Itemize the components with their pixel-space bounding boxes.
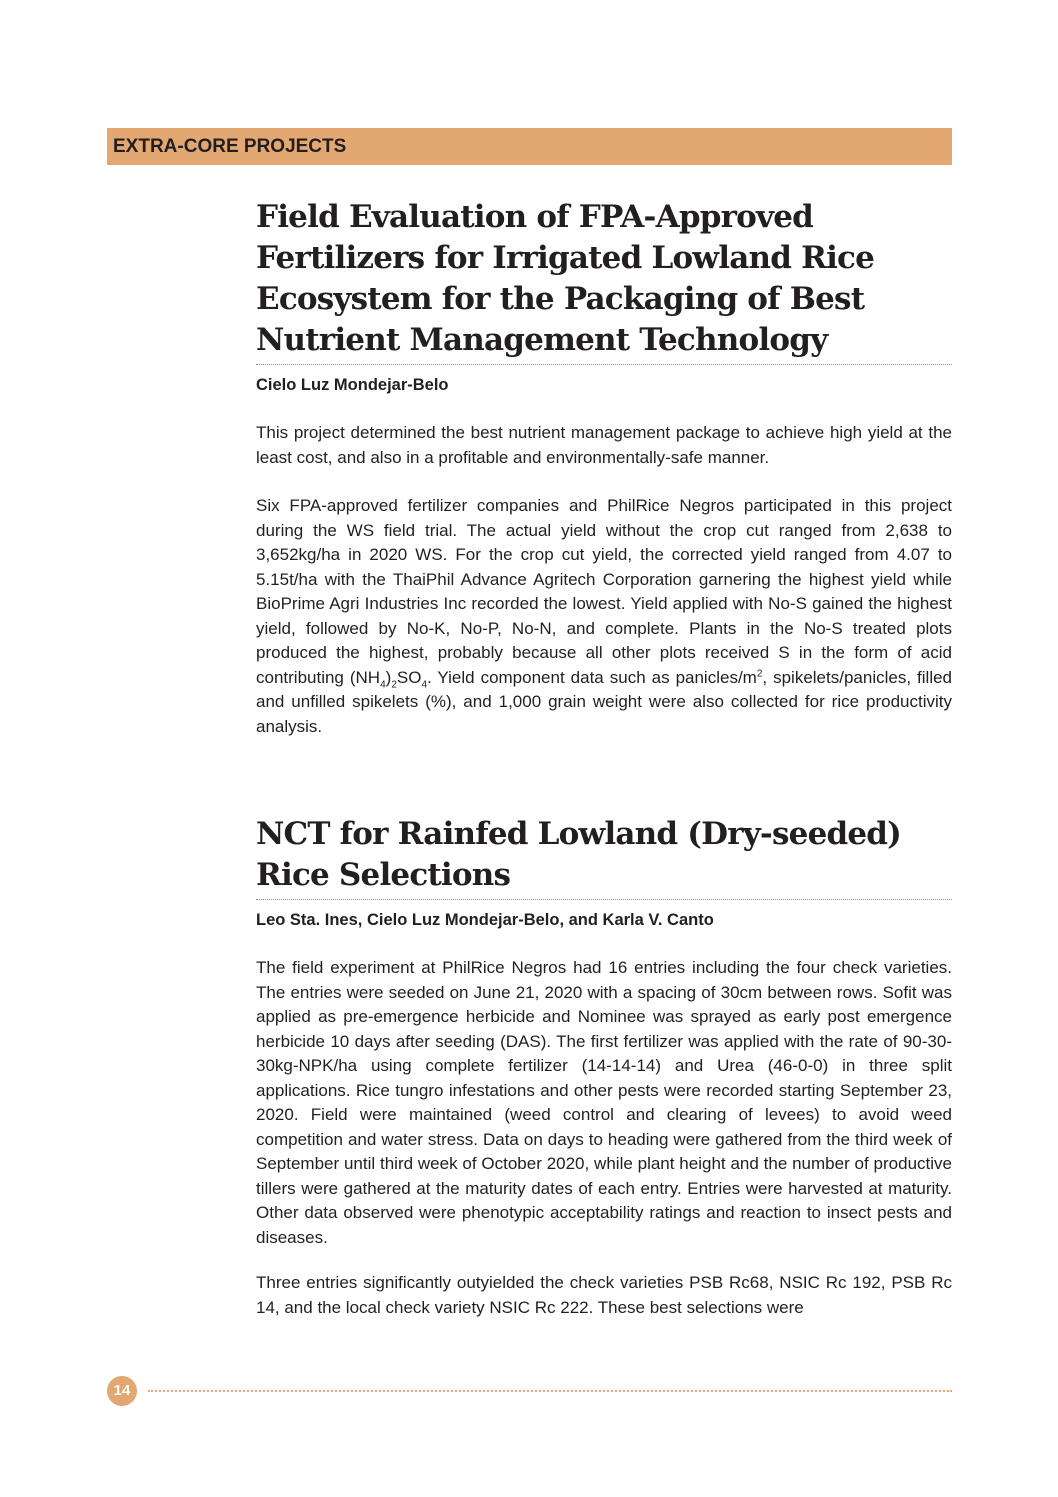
title-divider [256,364,952,365]
paragraph: Three entries significantly outyielded the check varieties PSB Rc68, NSIC Rc 192, PSB Rc 14, and the local check variety NSIC Rc 222. These best selections were [256,1273,952,1317]
article-title: NCT for Rainfed Lowland (Dry-seeded) Rice Selections [256,816,902,893]
article-fertilizer-evaluation [256,197,952,739]
paragraph: The field experiment at PhilRice Negros had 16 entries including the four check varieties. The entries were seeded on June 21, 2020 with a spacing of 30cm between rows. Sofit was applied as pre-emergence herbicide and Nominee was sprayed as early post emergence herbicide 10 days after seeding (DAS). The first fertilizer was applied with the rate of 90-30-30kg-NPK/ha using complete fertilizer (14-14-14) and Urea (46-0-0) in three split applications. Rice tungro infestations and other pests were recorded starting September 23, 2020. Field were maintained (weed control and clearing of levees) to avoid weed competition and water stress. Data on days to heading were gathered from the third week of September until third week of October 2020, while plant height and the number of productive tillers were gathered at the maturity dates of each entry. Entries were harvested at maturity. Other data observed were phenotypic acceptability ratings and reaction to insect pests and diseases. [256,958,952,1247]
paragraph: This project determined the best nutrient management package to achieve high yield at the least cost, and also in a profitable and environmentally-safe manner. [256,423,952,467]
page-number: 14 [107,1376,137,1406]
section-header: EXTRA-CORE PROJECTS [107,128,952,165]
title-divider [256,899,952,900]
footer-divider [148,1390,952,1392]
article-nct-rainfed [256,814,952,1320]
article-body [256,421,952,739]
article-authors: Leo Sta. Ines, Cielo Luz Mondejar-Belo, and Karla V. Canto [256,911,714,929]
article-authors: Cielo Luz Mondejar-Belo [256,376,449,394]
paragraph: Six FPA-approved fertilizer companies and PhilRice Negros participated in this project during the WS field trial. The actual yield without the crop cut ranged from 2,638 to 3,652kg/ha in 2020 WS. For the crop cut yield, the corrected yield ranged from 4.07 to 5.15t/ha with the ThaiPhil Advance Agritech Corporation garnering the highest yield while BioPrime Agri Industries Inc recorded the lowest. Yield applied with No-S gained the highest yield, followed by No-K, No-P, No-N, and complete. Plants in the No-S treated plots produced the highest, probably because all other plots received S in the form of acid contributing $(NH_4)_2SO_4$. Yield component data such as panicles/$m^2$, spikelets/panicles, filled and unfilled spikelets (%), and 1,000 grain weight were also collected for rice productivity analysis. [256,496,953,736]
article-title: Field Evaluation of FPA-Approved Fertilizers for Irrigated Lowland Rice Ecosystem for the Packaging of Best Nutrient Management Technology [256,199,875,358]
article-body [256,956,952,1320]
